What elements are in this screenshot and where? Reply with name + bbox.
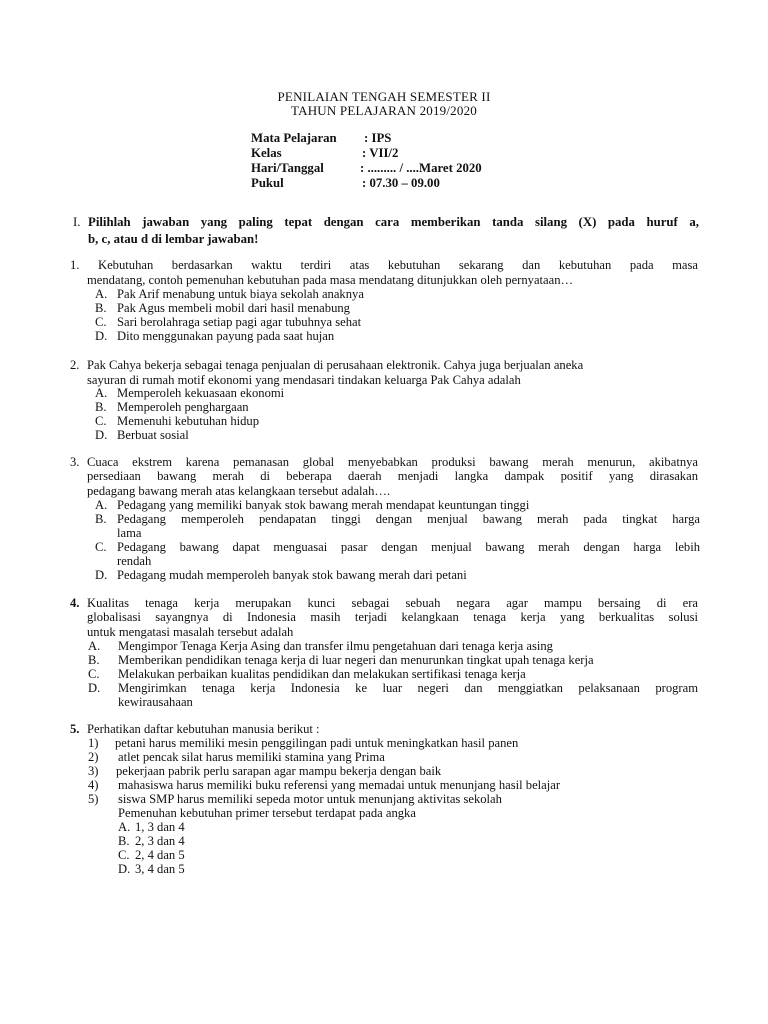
info-value: : VII/2 — [362, 146, 399, 160]
option-text: Pedagang mudah memperoleh banyak stok bawang merah dari petani — [117, 568, 467, 582]
item-text: petani harus memiliki mesin penggilingan padi untuk meningkatkan hasil panen — [115, 736, 519, 750]
option-text: 2, 3 dan 4 — [135, 834, 185, 848]
question-number: 4. — [70, 596, 80, 610]
option-text: Pedagang memperoleh pendapatan tinggi dengan menjual bawang merah pada tingkat harga — [117, 512, 700, 526]
option-text: Melakukan perbaikan kualitas pendidikan dan melakukan sertifikasi tenaga kerja — [118, 667, 526, 681]
option-text: Memenuhi kebutuhan hidup — [117, 414, 260, 428]
item-text: siswa SMP harus memiliki sepeda motor untuk menunjang aktivitas sekolah — [118, 792, 502, 806]
question-number: 2. — [70, 358, 80, 372]
option-text: Berbuat sosial — [117, 428, 189, 442]
option-letter: C. — [95, 315, 107, 329]
option-text: kewirausahaan — [118, 695, 193, 709]
instruction-line: Pilihlah jawaban yang paling tepat dengan cara memberikan tanda silang (X) pada huruf a, — [88, 215, 699, 229]
option-text: rendah — [117, 554, 152, 568]
option-letter: B. — [95, 301, 107, 315]
question-number: 1. — [70, 258, 80, 272]
item-text: atlet pencak silat harus memiliki stamina yang Prima — [118, 750, 385, 764]
option-letter: A. — [95, 498, 108, 512]
option-text: Memperoleh kekuasaan ekonomi — [117, 386, 285, 400]
option-letter: C. — [88, 667, 100, 681]
option-letter: A. — [88, 639, 101, 653]
option-letter: A. — [95, 386, 108, 400]
question-text: Perhatikan daftar kebutuhan manusia berikut : — [87, 722, 320, 736]
info-date — [251, 161, 551, 176]
option-letter: A. — [95, 287, 108, 301]
option-letter: C. — [95, 414, 107, 428]
option-text: Mengirimkan tenaga kerja Indonesia ke luar negeri dan menggiatkan pelaksanaan program — [118, 681, 698, 695]
option-text: 3, 4 dan 5 — [135, 862, 185, 876]
question-text: persediaan bawang merah di beberapa daerah menjadi langka dampak positif yang dirasakan — [87, 469, 698, 483]
option-text: Pak Arif menabung untuk biaya sekolah anaknya — [117, 287, 364, 301]
option-text: Memberikan pendidikan tenaga kerja di luar negeri dan menurunkan tingkat upah tenaga kerja — [118, 653, 594, 667]
option-letter: D. — [88, 681, 101, 695]
info-label: Kelas — [251, 146, 282, 160]
option-letter: A. — [118, 820, 131, 834]
question-text: sayuran di rumah motif ekonomi yang mendasari tindakan keluarga Pak Cahya adalah — [87, 373, 521, 387]
exam-title: PENILAIAN TENGAH SEMESTER II — [277, 89, 491, 104]
option-text: Pedagang bawang dapat menguasai pasar dengan menjual bawang merah dengan harga lebih — [117, 540, 700, 554]
question-text: untuk mengatasi masalah tersebut adalah — [87, 625, 294, 639]
option-text: Sari berolahraga setiap pagi agar tubuhnya sehat — [117, 315, 362, 329]
item-number: 2) — [88, 750, 99, 764]
exam-info — [251, 131, 551, 191]
academic-year: TAHUN PELAJARAN 2019/2020 — [291, 103, 477, 118]
question-text: mendatang, contoh pemenuhan kebutuhan pada masa mendatang ditunjukkan oleh pernyataan… — [87, 273, 574, 287]
info-label: Mata Pelajaran — [251, 131, 337, 145]
item-number: 3) — [88, 764, 99, 778]
option-letter: B. — [88, 653, 100, 667]
question-text: Kualitas tenaga kerja merupakan kunci sebagai sebuah negara agar mampu bersaing di era — [87, 596, 698, 610]
item-number: 4) — [88, 778, 99, 792]
option-text: Pak Agus membeli mobil dari hasil menabung — [117, 301, 350, 315]
item-number: 1) — [88, 736, 99, 750]
info-class — [251, 146, 551, 161]
option-letter: D. — [95, 428, 108, 442]
question-number: 3. — [70, 455, 80, 469]
option-d-cont — [118, 695, 193, 709]
item-number: 5) — [88, 792, 99, 806]
question-text: Cuaca ekstrem karena pemanasan global menyebabkan produksi bawang merah menurun, akibatnya — [87, 455, 698, 469]
option-letter: D. — [118, 862, 131, 876]
info-label: Pukul — [251, 176, 284, 190]
item-text: pekerjaan pabrik perlu sarapan agar mampu bekerja dengan baik — [116, 764, 442, 778]
option-letter: D. — [95, 568, 108, 582]
question-text: globalisasi sayangnya di Indonesia masih terjadi kelangkaan tenaga kerja yang berkualitas solusi — [87, 610, 698, 624]
option-text: 2, 4 dan 5 — [135, 848, 185, 862]
option-letter: B. — [118, 834, 130, 848]
info-value: : ......... / ....Maret 2020 — [360, 161, 482, 175]
option-b-cont — [117, 526, 141, 540]
prompt-text: Pemenuhan kebutuhan primer tersebut terdapat pada angka — [118, 806, 416, 820]
info-value: : IPS — [364, 131, 392, 145]
option-letter: C. — [95, 540, 107, 554]
option-letter: B. — [95, 400, 107, 414]
info-subject — [251, 131, 551, 146]
option-text: Pedagang yang memiliki banyak stok bawang merah mendapat keuntungan tinggi — [117, 498, 530, 512]
question-prompt — [118, 806, 416, 820]
info-value: : 07.30 – 09.00 — [362, 176, 440, 190]
option-letter: B. — [95, 512, 107, 526]
question-number: 5. — [70, 722, 80, 736]
option-text: Memperoleh penghargaan — [117, 400, 249, 414]
option-text: Dito menggunakan payung pada saat hujan — [117, 329, 335, 343]
info-time — [251, 176, 551, 191]
option-text: Mengimpor Tenaga Kerja Asing dan transfer ilmu pengetahuan dari tenaga kerja asing — [118, 639, 553, 653]
instruction-line: b, c, atau d di lembar jawaban! — [88, 232, 259, 246]
item-text: mahasiswa harus memiliki buku referensi yang memadai untuk menunjang hasil belajar — [118, 778, 561, 792]
option-c-cont — [117, 554, 151, 568]
option-letter: D. — [95, 329, 108, 343]
option-text: lama — [117, 526, 142, 540]
question-text: Kebutuhan berdasarkan waktu terdiri atas kebutuhan sekarang dan kebutuhan pada masa — [98, 258, 698, 272]
option-letter: C. — [118, 848, 130, 862]
info-label: Hari/Tanggal — [251, 161, 324, 175]
question-text: pedagang bawang merah atas kelangkaan tersebut adalah…. — [87, 484, 391, 498]
question-text: Pak Cahya bekerja sebagai tenaga penjualan di perusahaan elektronik. Cahya juga berjualan aneka — [87, 358, 584, 372]
section-number: I. — [73, 215, 81, 229]
option-text: 1, 3 dan 4 — [135, 820, 185, 834]
